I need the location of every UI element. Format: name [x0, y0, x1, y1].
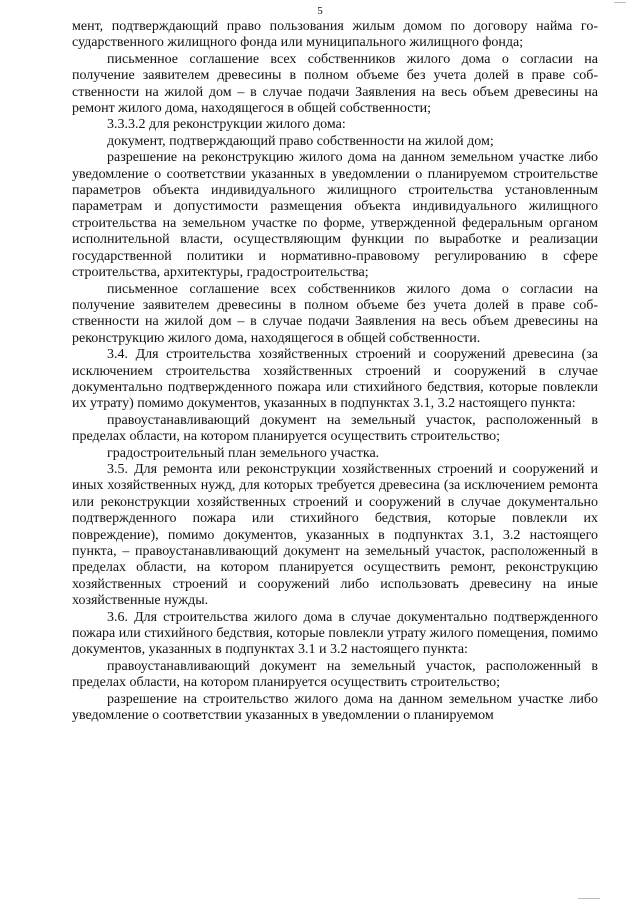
paragraph-continuation: мент, подтверждающий право пользования жилым домом по договору найма государственного жилищного фонда или муниципального жилищного фонда;: [72, 19, 598, 51]
paragraph: разрешение на реконструкцию жилого дома на данном земельном участке либо уведомление о соответствии указанных в уведомлении о планируемом строительстве параметров объекта индивидуального жилищного строительства установленным параметрам и допустимости размещения объекта индивидуального жилищного строительства на земельном участке по форме, утвержденной федеральным органом исполнительной власти, осуществляющим функции по выработке и реализации государственной политики и нормативно-правовому регулированию в сфере строительства, архитектуры, градостроительства;: [72, 150, 598, 281]
paragraph: градостроительный план земельного участка.: [107, 445, 380, 461]
scan-mark: [578, 898, 600, 899]
paragraph-clause: 3.5. Для ремонта или реконструкции хозяйственных строений и сооружений и иных хозяйственных нужд, для которых требуется древесина (за исключением ремонта или реконструкции хозяйственных строений и сооружений в случае документально подтвержденного пожара или стихийного бедствия, которые повлекли их повреждение), помимо документов, указанных в подпунктах 3.1, 3.2 настоящего пункта, – правоустанавливающий документ на земельный участок, расположенный в пределах области, на котором планируется осуществить ремонт, реконструкцию хозяйственных строений и сооружений либо использовать древесину на иные хозяйственные нужды.: [72, 461, 598, 609]
paragraph: правоустанавливающий документ на земельный участок, расположенный в пределах области, на котором планируется осуществить строительство;: [72, 658, 598, 691]
paragraph-clause: 3.4. Для строительства хозяйственных строений и сооружений древесина (за исключением строительства хозяйственных строений и сооружений в случае документально подтвержденного пожара или стихийного бедствия, которые повлекли их утрату) помимо документов, указанных в подпунктах 3.1, 3.2 настоящего пункта:: [72, 347, 598, 412]
paragraph: письменное соглашение всех собственников жилого дома о согласии на получение заявителем древесины в полном объеме без учета долей в праве собственности на жилой дом – в случае подачи Заявления на весь объем древесины на реконструкцию жилого дома, находящегося в общей собственности.: [72, 281, 598, 346]
paragraph: разрешение на строительство жилого дома на данном земельном участке либо уведомление о соответствии указанных в уведомлении о планируемом: [72, 691, 598, 724]
page-number: 5: [317, 5, 323, 17]
paragraph-clause: 3.6. Для строительства жилого дома в случае документально подтвержденного пожара или стихийного бедствия, которые повлекли утрату жилого помещения, помимо документов, указанных в подпунктах 3.1 и 3.2 настоящего пункта:: [72, 609, 599, 658]
scan-mark: [614, 2, 626, 3]
paragraph: документ, подтверждающий право собственности на жилой дом;: [107, 133, 494, 149]
document-body: [72, 19, 598, 724]
paragraph: правоустанавливающий документ на земельный участок, расположенный в пределах области, на котором планируется осуществить строительство;: [72, 412, 598, 445]
paragraph: письменное соглашение всех собственников жилого дома о согласии на получение заявителем древесины в полном объеме без учета долей в праве собственности на жилой дом – в случае подачи Заявления на весь объем древесины на ремонт жилого дома, находящегося в общей собственности;: [72, 51, 598, 117]
paragraph-subclause: 3.3.3.2 для реконструкции жилого дома:: [107, 117, 346, 133]
